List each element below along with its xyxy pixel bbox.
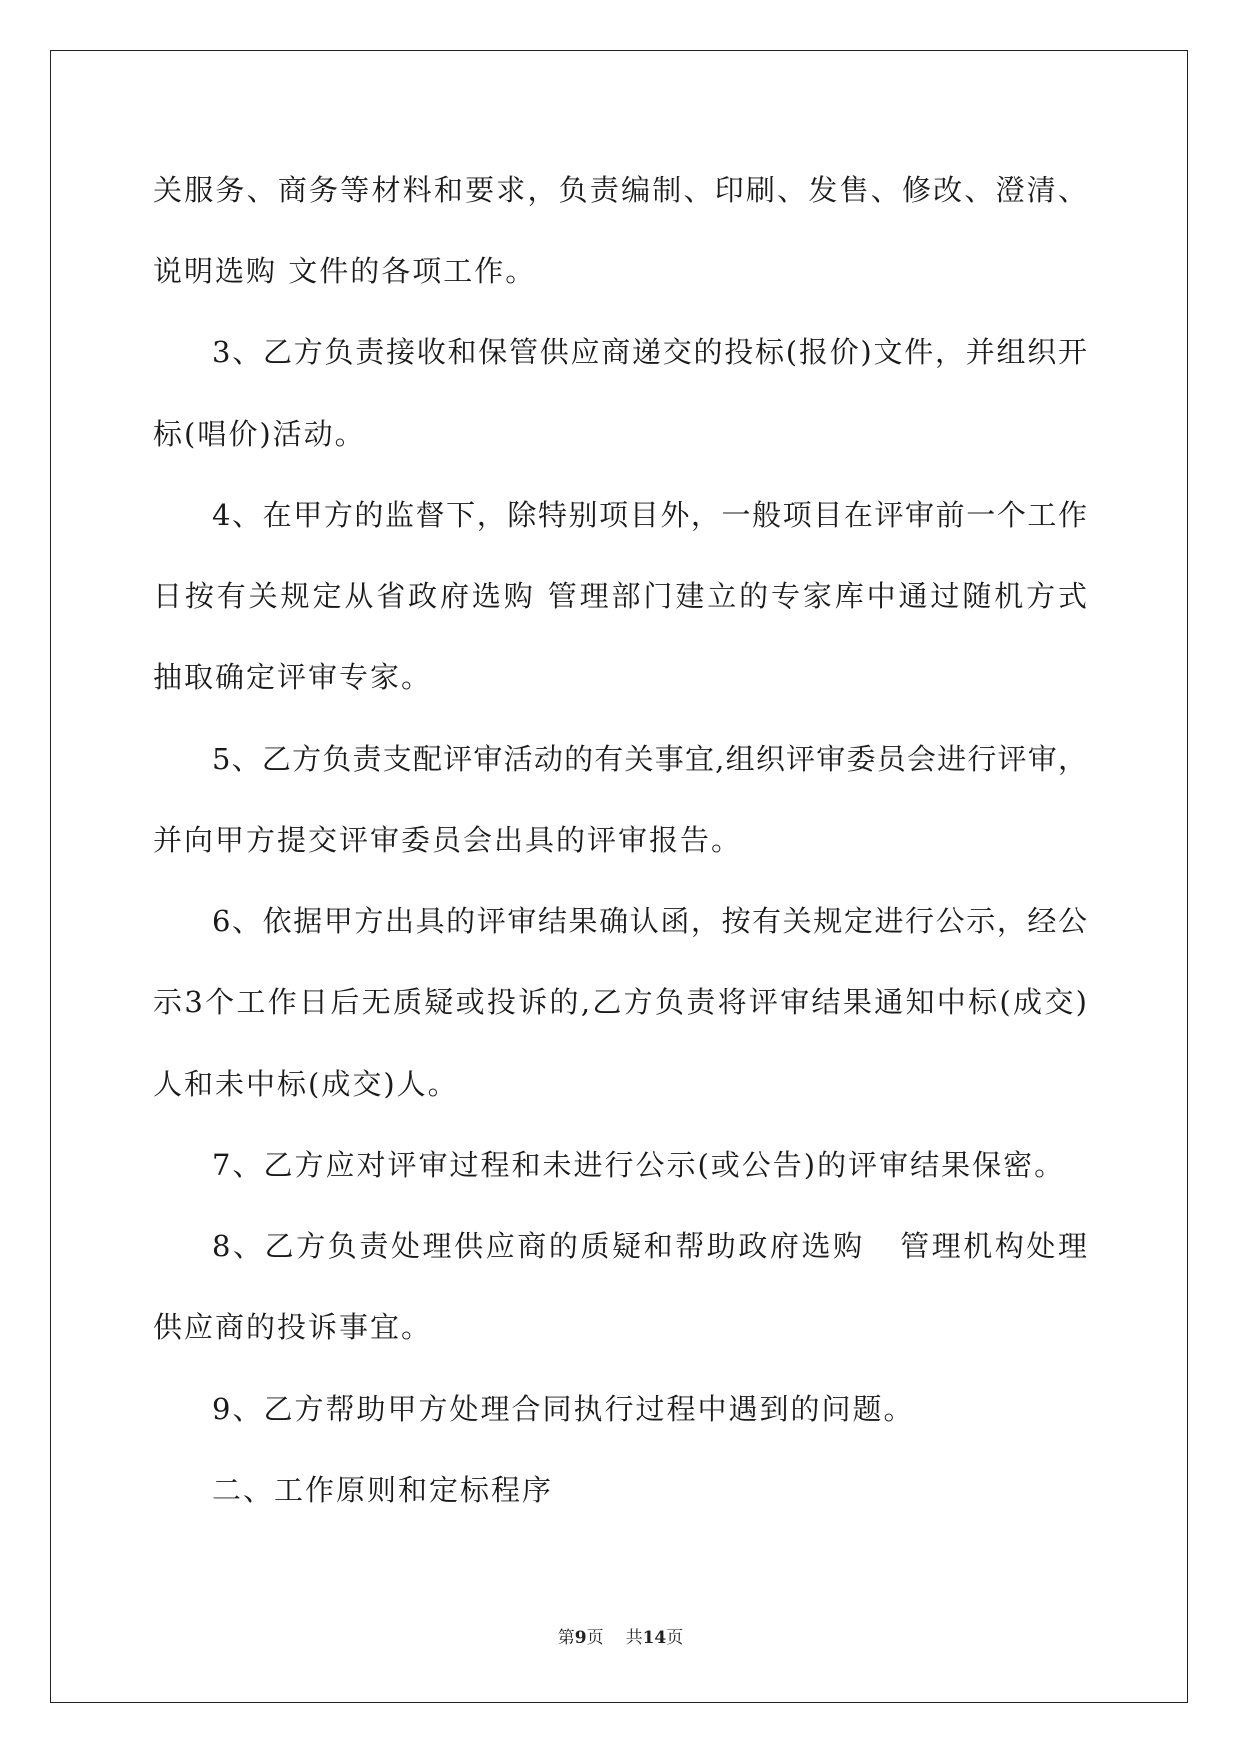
paragraph-7: 7、乙方应对评审过程和未进行公示(或公告)的评审结果保密。 bbox=[212, 1148, 1066, 1182]
section-heading: 二、工作原则和定标程序 bbox=[212, 1473, 554, 1507]
text-line: 并向甲方提交评审委员会出具的评审报告。 bbox=[153, 823, 743, 857]
text-line: 人和未中标(成交)人。 bbox=[153, 1067, 459, 1101]
paragraph-9: 9、乙方帮助甲方处理合同执行过程中遇到的问题。 bbox=[212, 1392, 915, 1426]
page-number: 9 bbox=[574, 1628, 587, 1648]
paragraph-3-start: 3、乙方负责接收和保管供应商递交的投标(报价)文件，并组织开 bbox=[212, 335, 1087, 369]
paragraph-5-start: 5、乙方负责支配评审活动的有关事宜,组织评审委员会进行评审， bbox=[212, 742, 1087, 776]
paragraph-4-start: 4、在甲方的监督下，除特别项目外，一般项目在评审前一个工作 bbox=[212, 498, 1087, 532]
page-prefix: 第 bbox=[557, 1628, 575, 1648]
text-line: 关服务、商务等材料和要求，负责编制、印刷、发售、修改、澄清、 bbox=[153, 173, 1087, 207]
paragraph-6-start: 6、依据甲方出具的评审结果确认函，按有关规定进行公示，经公 bbox=[212, 904, 1087, 938]
text-line: 说明选购 文件的各项工作。 bbox=[153, 254, 537, 288]
total-suffix: 页 bbox=[666, 1628, 684, 1648]
page-footer bbox=[0, 1626, 1241, 1650]
paragraph-8-start: 8、乙方负责处理供应商的质疑和帮助政府选购 管理机构处理 bbox=[212, 1229, 1087, 1263]
text-line: 抽取确定评审专家。 bbox=[153, 660, 433, 694]
page-suffix: 页 bbox=[586, 1628, 604, 1648]
text-line: 标(唱价)活动。 bbox=[153, 417, 366, 451]
text-line: 供应商的投诉事宜。 bbox=[153, 1310, 433, 1344]
total-prefix: 共 bbox=[625, 1628, 643, 1648]
text-line: 示3个工作日后无质疑或投诉的,乙方负责将评审结果通知中标(成交) bbox=[153, 985, 1087, 1019]
total-pages: 14 bbox=[642, 1628, 667, 1648]
text-line: 日按有关规定从省政府选购 管理部门建立的专家库中通过随机方式 bbox=[153, 579, 1087, 613]
page-border bbox=[50, 50, 1188, 1703]
